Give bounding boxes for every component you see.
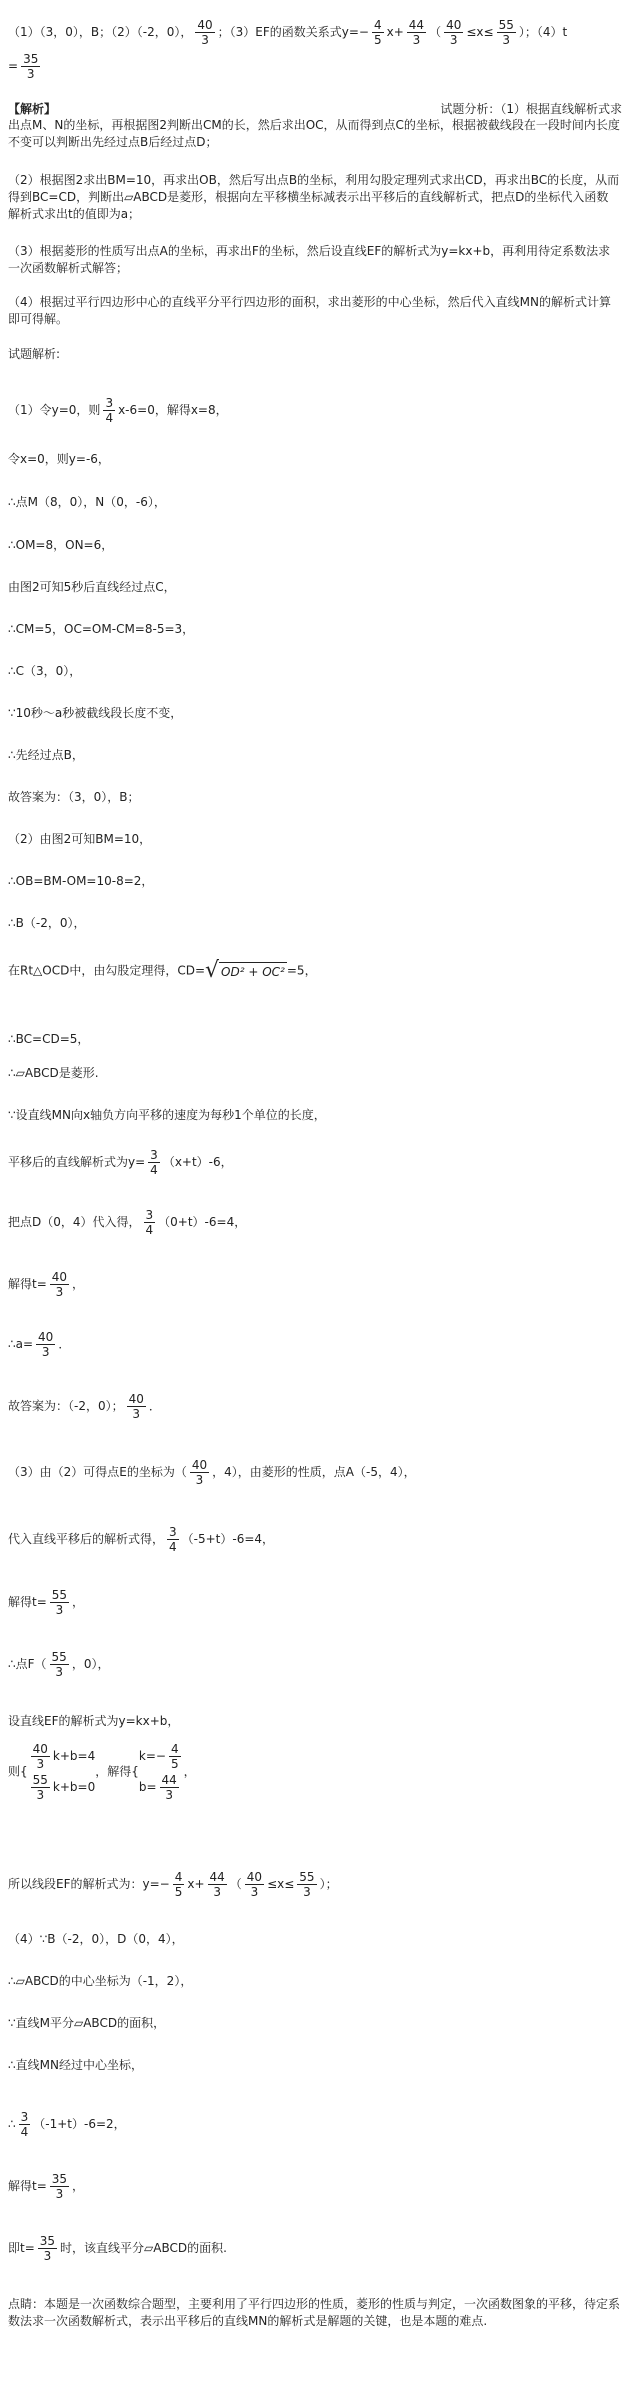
solution-text: b= bbox=[138, 1780, 157, 1794]
solution-line: ∴C（3，0）， bbox=[8, 664, 82, 678]
fraction-denominator: 4 bbox=[20, 2125, 29, 2139]
solution-line bbox=[8, 960, 317, 982]
solution-text: ， bbox=[183, 1764, 196, 1779]
fraction-numerator: 40 bbox=[51, 1270, 68, 1284]
fraction-denominator: 4 bbox=[150, 1163, 158, 1177]
analysis-header bbox=[8, 100, 622, 116]
solution-line: ∴▱ABCD的中心坐标为（-1，2）， bbox=[8, 1974, 193, 1988]
fraction-numerator: 4 bbox=[374, 18, 382, 32]
fraction-denominator: 3 bbox=[201, 33, 209, 47]
fraction bbox=[50, 1588, 69, 1617]
solution-line: ∴直线MN经过中心坐标， bbox=[8, 2058, 143, 2072]
solution-text: 即t= bbox=[8, 2241, 35, 2255]
analysis-paragraph-2: （2）根据图2求出BM=10，再求出OB，然后写出点B的坐标，利用勾股定理列式求出CD，再求出BC的长度，从而得到BC=CD，判断出▱ABCD是菱形，根据向左平移横坐标减表示出平移后的直线解析式，把点D的坐标代入函数解析式求出t的值即为a； bbox=[8, 173, 620, 221]
solution-line bbox=[8, 1392, 161, 1421]
answer-text: x+ bbox=[386, 25, 404, 39]
solution-text: ， bbox=[72, 2179, 85, 2193]
solution-text: ，4），由菱形的性质，点A（-5，4）， bbox=[212, 1465, 416, 1479]
solution-line: ∴B（-2，0）， bbox=[8, 916, 86, 930]
fraction-denominator: 5 bbox=[170, 1757, 179, 1771]
fraction-numerator: 35 bbox=[39, 2234, 56, 2248]
fraction-numerator: 3 bbox=[169, 1525, 177, 1539]
solution-line bbox=[8, 1870, 338, 1899]
solution-text: 则{ bbox=[8, 1764, 28, 1779]
solution-line: 令x=0，则y=-6， bbox=[8, 452, 110, 466]
solution-line: ∴OM=8，ON=6， bbox=[8, 538, 114, 552]
answer-text: = bbox=[8, 59, 19, 73]
fraction-numerator: 3 bbox=[145, 1208, 154, 1222]
fraction-denominator: 4 bbox=[105, 411, 114, 425]
fraction-denominator: 3 bbox=[26, 67, 35, 81]
fraction-numerator: 55 bbox=[51, 1588, 68, 1602]
solution-text: 时，该直线平分▱ABCD的面积. bbox=[60, 2241, 227, 2255]
solution-line: ∵10秒～a秒被截线段长度不变， bbox=[8, 706, 183, 720]
fraction bbox=[167, 1525, 179, 1554]
equation-system bbox=[8, 1742, 196, 1802]
solution-text: ． bbox=[58, 1337, 71, 1351]
fraction-denominator: 3 bbox=[303, 1885, 311, 1899]
fraction bbox=[144, 1208, 156, 1237]
fraction-numerator: 40 bbox=[191, 1458, 208, 1472]
fraction bbox=[103, 396, 115, 425]
fraction-denominator: 3 bbox=[43, 2249, 52, 2263]
solution-text: 平移后的直线解析式为y= bbox=[8, 1155, 146, 1169]
solution-line: ∴▱ABCD是菱形. bbox=[8, 1066, 99, 1080]
fraction-denominator: 3 bbox=[55, 2187, 64, 2201]
fraction-denominator: 3 bbox=[213, 1885, 221, 1899]
fraction bbox=[38, 2234, 57, 2263]
solution-line: ∵设直线MN向x轴负方向平移的速度为每秒1个单位的长度， bbox=[8, 1108, 326, 1122]
fraction-denominator: 3 bbox=[55, 1603, 64, 1617]
fraction bbox=[297, 1870, 316, 1899]
fraction-numerator: 40 bbox=[38, 1330, 54, 1344]
fraction-numerator: 35 bbox=[51, 2172, 68, 2186]
fraction-denominator: 3 bbox=[55, 1665, 63, 1679]
analysis-intro: 试题分析：（1）根据直线解析式求 bbox=[440, 102, 622, 116]
analysis-paragraph-4: （4）根据过平行四边形中心的直线平分平行四边形的面积，求出菱形的中心坐标，然后代入直线MN的解析式计算即可得解。 bbox=[8, 295, 611, 326]
solution-line bbox=[8, 1148, 233, 1177]
solution-line bbox=[8, 1208, 246, 1237]
fraction bbox=[127, 1392, 146, 1421]
fraction-denominator: 4 bbox=[169, 1540, 177, 1554]
solution-text: ∴ bbox=[8, 2117, 16, 2131]
solution-text: ∴点F（ bbox=[8, 1657, 47, 1671]
solution-line: ∴BC=CD=5， bbox=[8, 1032, 90, 1046]
solution-line bbox=[8, 1458, 416, 1487]
sqrt-expression bbox=[205, 960, 287, 982]
fraction-denominator: 3 bbox=[250, 1885, 259, 1899]
solution-text: ，0）， bbox=[71, 1657, 110, 1671]
fraction-numerator: 40 bbox=[446, 18, 462, 32]
solution-text: 把点D（0，4）代入得， bbox=[8, 1215, 141, 1229]
solution-text: （x+t）-6， bbox=[162, 1155, 233, 1169]
solution-text: 解得t= bbox=[8, 1595, 47, 1609]
fraction bbox=[190, 1458, 209, 1487]
solution-text: （0+t）-6=4， bbox=[158, 1215, 247, 1229]
solution-text: （-1+t）-6=2， bbox=[33, 2117, 126, 2131]
solution-text: ， bbox=[72, 1595, 85, 1609]
solution-text: ，解得{ bbox=[95, 1764, 139, 1779]
fraction-denominator: 4 bbox=[145, 1223, 154, 1237]
system-row bbox=[139, 1773, 184, 1802]
solution-text: k+b=4 bbox=[52, 1749, 96, 1763]
fraction-denominator: 3 bbox=[449, 33, 458, 47]
fraction-numerator: 44 bbox=[209, 1870, 225, 1884]
solution-line bbox=[8, 1525, 274, 1554]
answer-fraction bbox=[497, 18, 516, 47]
fraction bbox=[148, 1148, 160, 1177]
fraction-numerator: 4 bbox=[170, 1742, 179, 1756]
answer-fraction bbox=[444, 18, 463, 47]
fraction bbox=[19, 2110, 31, 2139]
solution-text: x-6=0，解得x=8， bbox=[118, 403, 228, 417]
solution-line: 由图2可知5秒后直线经过点C， bbox=[8, 580, 176, 594]
fraction-denominator: 3 bbox=[502, 33, 511, 47]
analysis-label: 【解析】 bbox=[8, 102, 57, 116]
solution-text: （3）由（2）可得点E的坐标为（ bbox=[8, 1465, 187, 1479]
solution-line: 故答案为：（3，0），B； bbox=[8, 790, 140, 804]
solution-line: ∵直线M平分▱ABCD的面积， bbox=[8, 2016, 166, 2030]
solution-text: k+b=0 bbox=[52, 1780, 96, 1794]
answer-line-2 bbox=[8, 52, 43, 81]
fraction-numerator: 44 bbox=[408, 18, 425, 32]
solution-line: （2）由图2可知BM=10， bbox=[8, 832, 152, 846]
fraction-numerator: 44 bbox=[161, 1773, 177, 1787]
system-left bbox=[28, 1742, 96, 1802]
fraction-denominator: 3 bbox=[55, 1285, 64, 1299]
fraction-numerator: 3 bbox=[150, 1148, 158, 1162]
solution-title: 试题解析: bbox=[8, 347, 61, 361]
system-row bbox=[28, 1773, 96, 1802]
fraction-denominator: 5 bbox=[374, 33, 382, 47]
fraction-numerator: 40 bbox=[246, 1870, 263, 1884]
fraction-denominator: 3 bbox=[412, 33, 421, 47]
solution-line bbox=[8, 1650, 109, 1679]
solution-text: ， bbox=[72, 1277, 85, 1291]
fraction-denominator: 3 bbox=[36, 1757, 45, 1771]
fraction-denominator: 3 bbox=[36, 1788, 45, 1802]
fraction bbox=[173, 1870, 185, 1899]
answer-text: ）；（4）t bbox=[518, 25, 568, 39]
answer-part3: ；（3）EF的函数关系式y=− bbox=[217, 25, 369, 39]
answer-line bbox=[8, 18, 567, 47]
fraction bbox=[36, 1330, 55, 1359]
solution-text: x+ bbox=[187, 1877, 205, 1891]
fraction bbox=[50, 2172, 69, 2201]
fraction bbox=[245, 1870, 264, 1899]
fraction-numerator: 55 bbox=[32, 1773, 48, 1787]
analysis-paragraph-1: 出点M、N的坐标，再根据图2判断出CM的长，然后求出OC，从而得到点C的坐标，根据被截线段在一段时间内长度不变可以判断出先经过点B后经过点D； bbox=[8, 118, 620, 149]
fraction bbox=[169, 1742, 181, 1771]
fraction bbox=[31, 1742, 50, 1771]
answer-text: （ bbox=[429, 25, 442, 39]
fraction-denominator: 3 bbox=[195, 1473, 204, 1487]
solution-text: =5， bbox=[286, 963, 317, 978]
solution-line: ∴点M（8，0），N（0，-6）， bbox=[8, 495, 166, 509]
solution-line: 设直线EF的解析式为y=kx+b， bbox=[8, 1714, 180, 1728]
fraction bbox=[50, 1270, 69, 1299]
solution-text: 在Rt△OCD中，由勾股定理得，CD= bbox=[8, 963, 206, 978]
fraction-numerator: 55 bbox=[299, 1870, 315, 1884]
fraction bbox=[208, 1870, 227, 1899]
solution-line: ∴CM=5，OC=OM-CM=8-5=3， bbox=[8, 622, 195, 636]
fraction-numerator: 55 bbox=[51, 1650, 67, 1664]
solution-line bbox=[8, 1270, 84, 1299]
fraction-numerator: 40 bbox=[128, 1392, 144, 1406]
answer-fraction bbox=[372, 18, 384, 47]
answer-fraction bbox=[195, 18, 214, 47]
answer-fraction bbox=[407, 18, 426, 47]
analysis-paragraph-3: （3）根据菱形的性质写出点A的坐标，再求出F的坐标，然后设直线EF的解析式为y=kx+b，再利用待定系数法求一次函数解析式解答； bbox=[8, 244, 611, 275]
fraction-denominator: 3 bbox=[165, 1788, 173, 1802]
answer-part1: （1）（3，0）， bbox=[8, 25, 91, 39]
solution-line bbox=[8, 1330, 70, 1359]
fraction-numerator: 35 bbox=[23, 52, 39, 66]
fraction-numerator: 4 bbox=[174, 1870, 183, 1884]
solution-text: 所以线段EF的解析式为：y=− bbox=[8, 1877, 170, 1891]
solution-text: （-5+t）-6=4， bbox=[181, 1532, 275, 1546]
solution-line bbox=[8, 2110, 126, 2139]
fraction-numerator: 3 bbox=[105, 396, 114, 410]
fraction-numerator: 40 bbox=[32, 1742, 48, 1756]
comment-paragraph: 点睛：本题是一次函数综合题型，主要利用了平行四边形的性质，菱形的性质与判定，一次函数图象的平移，待定系数法求一次函数解析式，表示出平移后的直线MN的解析式是解题的关键，也是本题的难点. bbox=[8, 2297, 621, 2328]
solution-text: 解得t= bbox=[8, 2179, 47, 2193]
solution-text: 故答案为：（-2，0）； bbox=[8, 1399, 124, 1413]
fraction-denominator: 5 bbox=[174, 1885, 183, 1899]
solution-text: ∴a= bbox=[8, 1337, 34, 1351]
system-right bbox=[139, 1742, 184, 1802]
solution-line bbox=[8, 2234, 227, 2263]
fraction bbox=[50, 1650, 69, 1679]
solution-line: （4）∵B（-2，0），D（0，4）， bbox=[8, 1932, 184, 1946]
solution-line bbox=[8, 396, 228, 425]
solution-line bbox=[8, 1588, 84, 1617]
solution-text: ）； bbox=[319, 1877, 338, 1891]
solution-text: k=− bbox=[138, 1749, 166, 1763]
system-row bbox=[28, 1742, 96, 1771]
fraction-numerator: 55 bbox=[498, 18, 514, 32]
solution-text: 代入直线平移后的解析式得， bbox=[8, 1532, 165, 1546]
fraction bbox=[160, 1773, 179, 1802]
answer-part1b: B；（2）（-2，0）， bbox=[90, 25, 193, 39]
solution-text: （ bbox=[229, 1877, 242, 1891]
solution-text: ． bbox=[148, 1399, 161, 1413]
system-row bbox=[139, 1742, 184, 1771]
radicand: OD² + OC² bbox=[219, 962, 287, 981]
radical-sign-icon: √ bbox=[205, 958, 220, 983]
solution-text: ≤x≤ bbox=[267, 1877, 295, 1891]
answer-text: ≤x≤ bbox=[466, 25, 494, 39]
fraction-numerator: 40 bbox=[197, 18, 213, 32]
fraction-denominator: 3 bbox=[132, 1407, 141, 1421]
fraction bbox=[31, 1773, 50, 1802]
answer-fraction bbox=[21, 52, 40, 81]
solution-line: ∴先经过点B， bbox=[8, 748, 84, 762]
solution-line bbox=[8, 2172, 84, 2201]
fraction-numerator: 3 bbox=[20, 2110, 29, 2124]
solution-line: ∴OB=BM-OM=10-8=2， bbox=[8, 874, 154, 888]
solution-text: 解得t= bbox=[8, 1277, 47, 1291]
fraction-denominator: 3 bbox=[41, 1345, 50, 1359]
solution-text: （1）令y=0，则 bbox=[8, 403, 101, 417]
